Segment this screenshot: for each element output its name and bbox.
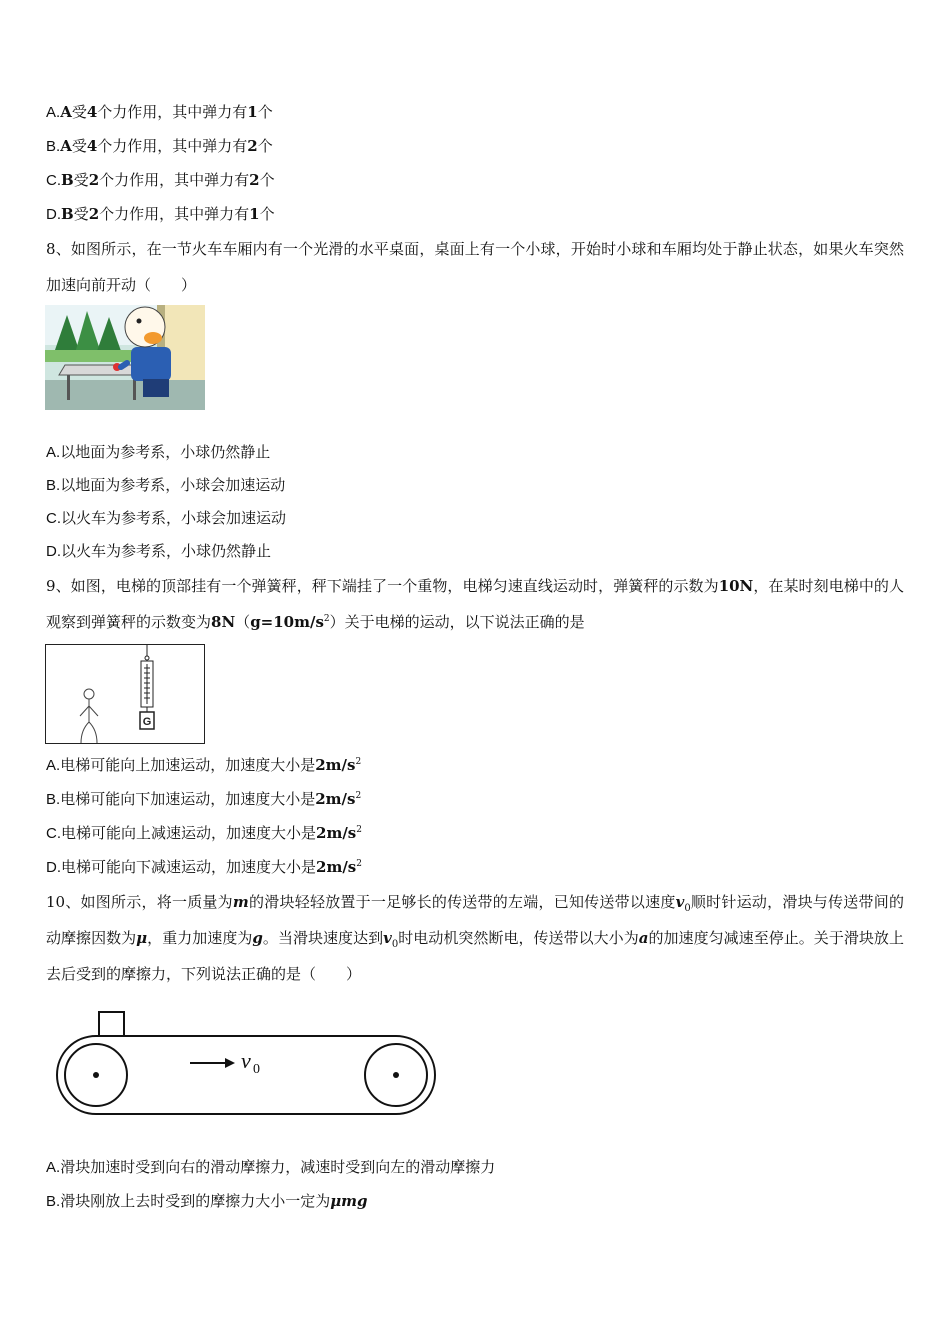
train-cartoon-figure	[45, 305, 205, 410]
q9-option-c: C.电梯可能向上减速运动，加速度大小是$2m/s^2$	[46, 824, 362, 842]
q8-option-c: C.以火车为参考系，小球会加速运动	[46, 509, 287, 527]
q8-option-a: A.以地面为参考系，小球仍然静止	[46, 443, 271, 461]
q8-option-b: B.以地面为参考系，小球会加速运动	[46, 476, 286, 494]
q8-stem: 8、如图所示，在一节火车车厢内有一个光滑的水平桌面，桌面上有一个小球，开始时小球和车厢均处于静止状态，如果火车突然加速向前开动（ ）	[46, 240, 904, 294]
q10-stem: 10、如图所示，将一质量为m的滑块轻轻放置于一足够长的传送带的左端，已知传送带以速度$v_0$顺时针运动，滑块与传送带间的动摩擦因数为μ，重力加速度为g。当滑块速度达到$v_0$时电动机突然断电，传送带以大小为a的加速度匀减速至停止。关于滑块放上去后受到的摩擦力，下列说法正确的是（ ）	[46, 893, 904, 983]
q7-option-b: B.A受4个力作用，其中弹力有2个	[46, 137, 273, 155]
q7-option-c: C.B受2个力作用，其中弹力有2个	[46, 171, 275, 189]
weight-label: G	[142, 716, 152, 728]
conveyor-belt-figure	[55, 1010, 440, 1115]
q7-option-a: A.A受4个力作用，其中弹力有1个	[46, 103, 273, 121]
q8-option-d: D.以火车为参考系，小球仍然静止	[46, 542, 272, 560]
q9-option-b: B.电梯可能向下加速运动，加速度大小是$2m/s^2$	[46, 790, 362, 808]
belt-velocity-label: v	[241, 1048, 251, 1073]
q10-option-a: A.滑块加速时受到向右的滑动摩擦力，减速时受到向左的滑动摩擦力	[46, 1158, 496, 1176]
q10-option-b: B.滑块刚放上去时受到的摩擦力大小一定为μmg	[46, 1192, 368, 1210]
elevator-figure	[45, 644, 205, 744]
q9-option-d: D.电梯可能向下减速运动，加速度大小是$2m/s^2$	[46, 858, 362, 876]
q7-option-d: D.B受2个力作用，其中弹力有1个	[46, 205, 275, 223]
belt-velocity-subscript: 0	[253, 1062, 260, 1077]
q9-stem: 9、如图，电梯的顶部挂有一个弹簧秤，秤下端挂了一个重物，电梯匀速直线运动时，弹簧秤的示数为10N，在某时刻电梯中的人观察到弹簧秤的示数变为$8N(g=10m/s^2)$关于电梯的运动，以下说法正确的是	[46, 577, 904, 631]
q9-option-a: A.电梯可能向上加速运动，加速度大小是$2m/s^2$	[46, 756, 362, 774]
